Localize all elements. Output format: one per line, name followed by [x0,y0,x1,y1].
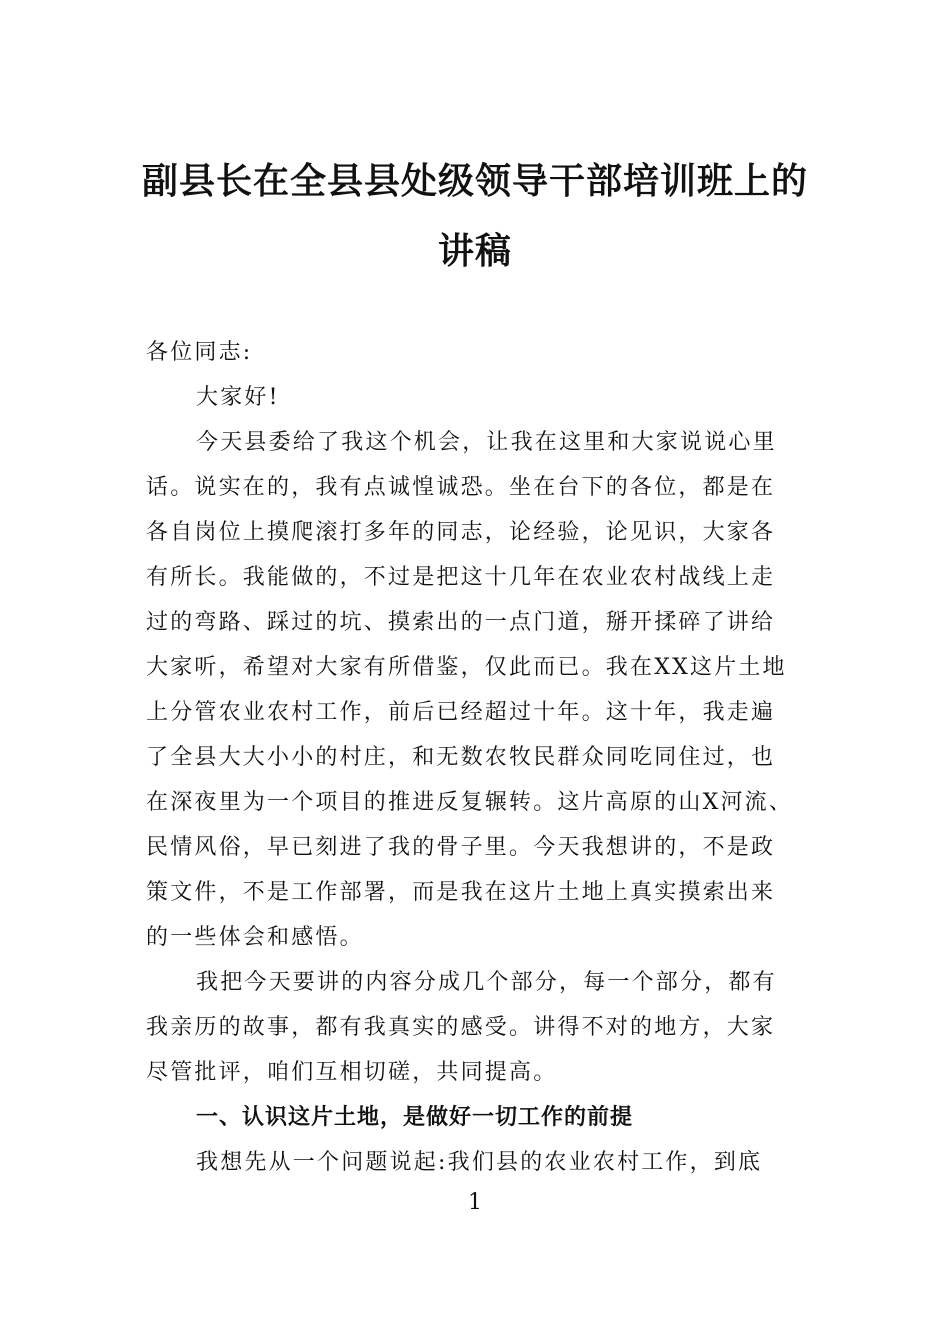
salutation: 各位同志: [146,340,253,365]
paragraph-1: 今天县委给了我这个机会，让我在这里和大家说说心里话。说实在的，我有点诚惶诚恐。坐在台下的各位，都是在各自岗位上摸爬滚打多年的同志，论经验，论见识，大家各有所长。我能做的，不过是把这十几年在农业农村战线上走过的弯路、踩过的坑、摸索出的一点门道，掰开揉碎了讲给大家听，希望对大家有所借鉴，仅此而已。我在XX这片土地上分管农业农村工作，前后已经超过十年。这十年，我走遍了全县大大小小的村庄，和无数农牧民群众同吃同住过，也在深夜里为一个项目的推进反复辗转。这片高原的山X河流、民情风俗，早已刻进了我的骨子里。今天我想讲的，不是政策文件，不是工作部署，而是我在这片土地上真实摸索出来的一些体会和感悟。 [146,430,794,950]
greeting: 大家好! [196,385,280,410]
document-title-line-2: 讲稿 [437,231,512,272]
document-title-line-1: 副县长在全县县处级领导干部培训班上的 [141,161,808,202]
paragraph-3: 我想先从一个问题说起:我们县的农业农村工作，到底 [196,1150,763,1175]
page-number: 1 [468,1190,482,1215]
document-body [146,330,796,1185]
paragraph-2: 我把今天要讲的内容分成几个部分，每一个部分，都有我亲历的故事，都有我真实的感受。讲得不对的地方，大家尽管批评，咱们互相切磋，共同提高。 [146,970,777,1085]
section-heading-1: 一、认识这片土地，是做好一切工作的前提 [196,1105,634,1130]
